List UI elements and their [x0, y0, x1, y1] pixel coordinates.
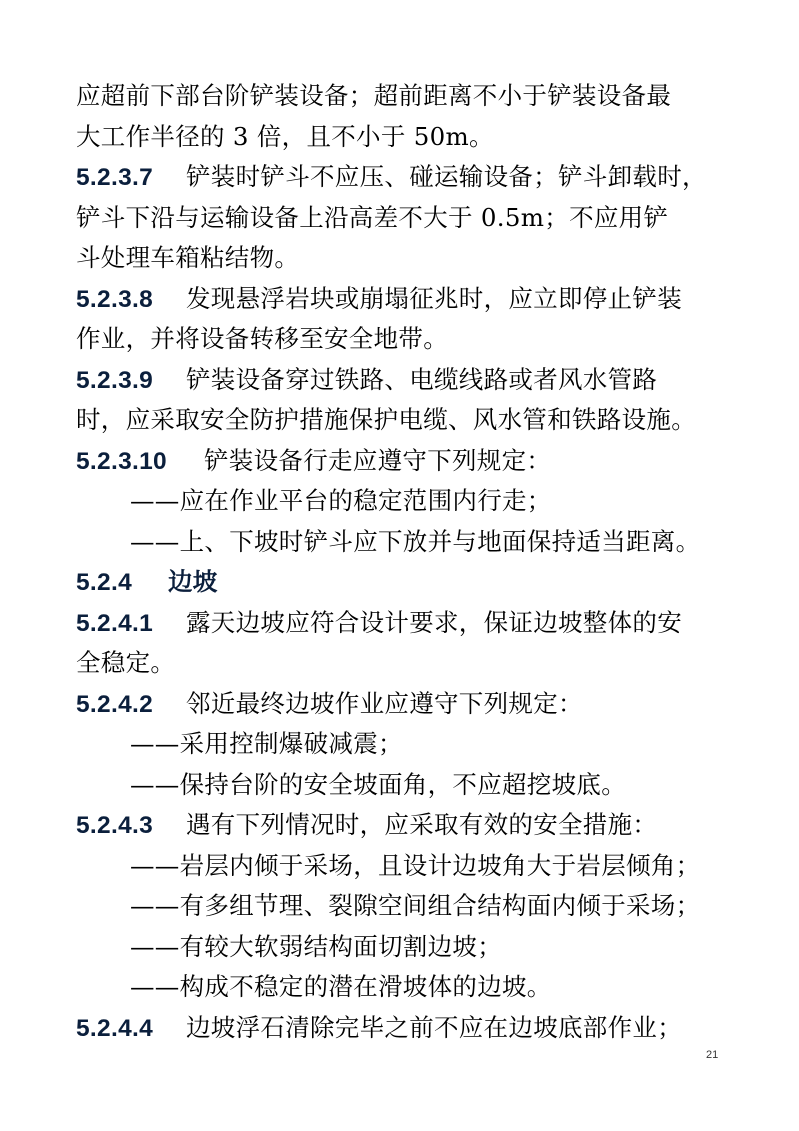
clause-text: 铲装设备穿过铁路、电缆线路或者风水管路 — [186, 364, 658, 394]
clause-5-2-3-10 — [76, 441, 726, 482]
clause-5-2-4-1 — [76, 603, 726, 644]
clause-5-2-4-3 — [76, 805, 726, 846]
clause-5-2-4-4 — [76, 1008, 726, 1049]
list-item: ——采用控制爆破减震； — [130, 729, 403, 758]
clause-text: 遇有下列情况时，应采取有效的安全措施： — [186, 810, 658, 839]
clause-text: 边坡浮石清除完毕之前不应在边坡底部作业； — [186, 1012, 682, 1042]
section-number: 5.2.4 — [76, 569, 132, 596]
page-number: 21 — [706, 1049, 719, 1061]
clause-number: 5.2.4.1 — [76, 609, 154, 637]
list-item: ——有多组节理、裂隙空间组合结构面内倾于采场； — [130, 891, 701, 920]
list-item: ——上、下坡时铲斗应下放并与地面保持适当距离。 — [130, 526, 701, 556]
clause-number: 5.2.4.3 — [76, 812, 154, 839]
clause-text: 铲装设备行走应遵守下列规定： — [204, 445, 552, 475]
text-line: 铲斗下沿与运输设备上沿高差不大于 0.5m；不应用铲 — [76, 202, 669, 232]
page-body — [76, 76, 726, 1048]
clause-number: 5.2.4.2 — [76, 690, 154, 718]
list-item: ——构成不稳定的潜在滑坡体的边坡。 — [130, 972, 552, 1001]
clause-number: 5.2.3.9 — [76, 366, 154, 394]
clause-text: 邻近最终边坡作业应遵守下列规定： — [186, 688, 583, 718]
list-item: ——应在作业平台的稳定范围内行走； — [130, 486, 552, 515]
clause-5-2-3-9 — [76, 360, 726, 401]
text-line: 斗处理车箱粘结物。 — [76, 243, 300, 272]
clause-5-2-4-2 — [76, 684, 726, 725]
clause-number: 5.2.3.8 — [76, 285, 154, 313]
clause-text: 发现悬浮岩块或崩塌征兆时，应立即停止铲装 — [186, 283, 682, 313]
clause-number: 5.2.3.10 — [76, 447, 167, 475]
section-title: 边坡 — [168, 567, 218, 596]
list-item: ——有较大软弱结构面切割边坡； — [130, 931, 502, 961]
clause-number: 5.2.4.4 — [76, 1014, 154, 1042]
text-line: 全稳定。 — [76, 648, 176, 677]
list-item: ——岩层内倾于采场，且设计边坡角大于岩层倾角； — [130, 850, 701, 880]
section-heading-5-2-4 — [76, 562, 726, 603]
text-line: 时，应采取安全防护措施保护电缆、风水管和铁路设施。 — [76, 405, 696, 434]
clause-5-2-3-7 — [76, 157, 726, 198]
text-line: 作业，并将设备转移至安全地带。 — [76, 324, 448, 353]
list-item: ——保持台阶的安全坡面角，不应超挖坡底。 — [130, 769, 626, 799]
clause-number: 5.2.3.7 — [76, 164, 154, 191]
text-line: 应超前下部台阶铲装设备；超前距离不小于铲装设备最 — [76, 81, 672, 110]
clause-text: 露天边坡应符合设计要求，保证边坡整体的安 — [186, 607, 682, 637]
clause-5-2-3-8 — [76, 279, 726, 320]
text-line: 大工作半径的 3 倍，且不小于 50m。 — [76, 121, 494, 151]
clause-text: 铲装时铲斗不应压、碰运输设备；铲斗卸载时， — [186, 162, 707, 191]
